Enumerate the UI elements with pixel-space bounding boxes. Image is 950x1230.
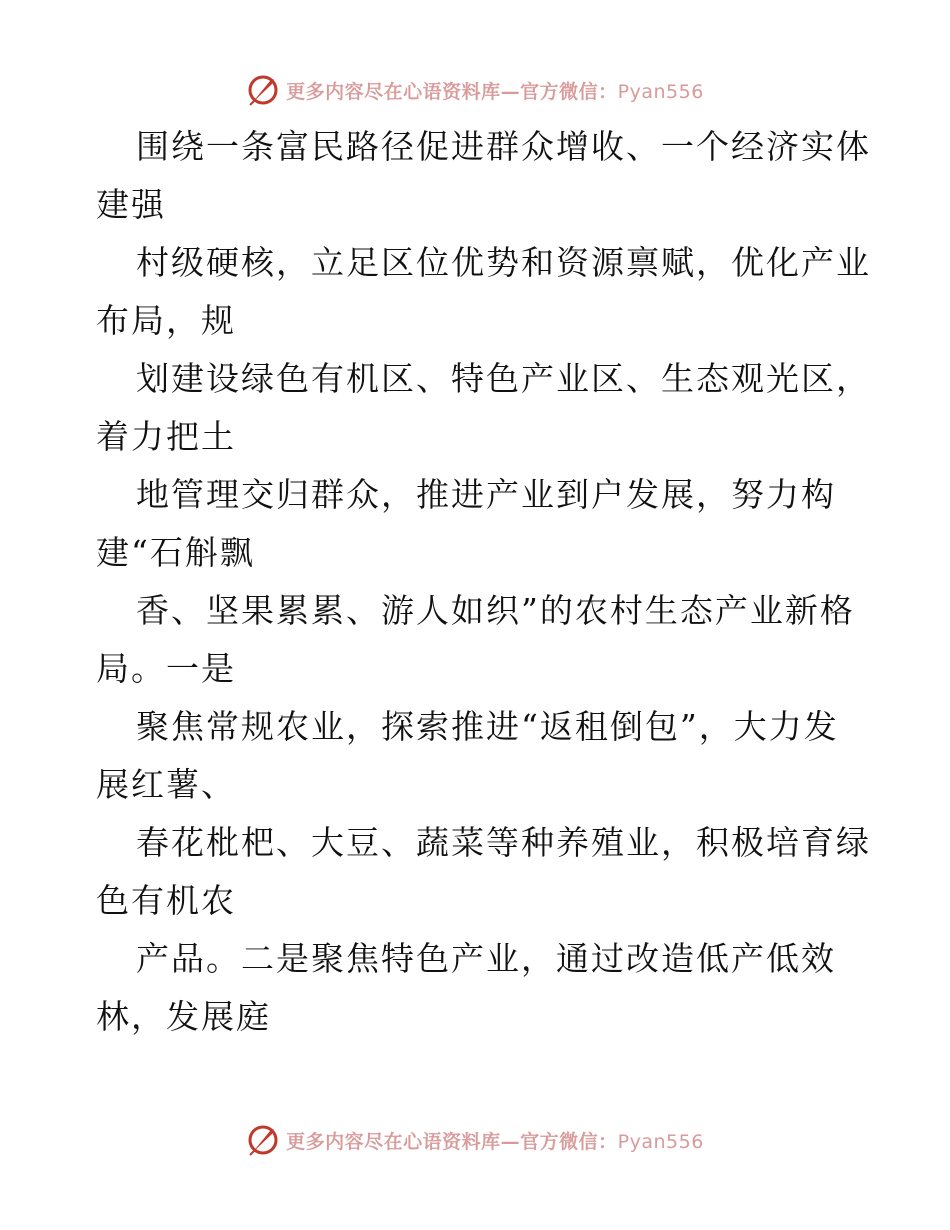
text-line: 春花枇杷、大豆、蔬菜等种养殖业，积极培育绿 bbox=[136, 823, 871, 862]
text-line: 地管理交归群众，推进产业到户发展，努力构 bbox=[136, 475, 836, 514]
quill-logo-icon bbox=[246, 73, 280, 107]
text-line: 色有机农 bbox=[96, 881, 236, 920]
header-banner bbox=[0, 70, 950, 110]
header-banner-text: 更多内容尽在心语资料库—官方微信：Pyan556 bbox=[286, 80, 704, 103]
text-line: 香、坚果累累、游人如织”的农村生态产业新格 bbox=[136, 591, 855, 630]
text-line: 围绕一条富民路径促进群众增收、一个经济实体 bbox=[136, 127, 871, 166]
text-line: 布局，规 bbox=[96, 301, 236, 340]
quill-logo-icon bbox=[246, 1123, 280, 1157]
text-line: 局。一是 bbox=[96, 649, 236, 688]
footer-banner bbox=[0, 1120, 950, 1160]
text-line: 划建设绿色有机区、特色产业区、生态观光区， bbox=[136, 359, 871, 398]
text-line: 产品。二是聚焦特色产业，通过改造低产低效 bbox=[136, 939, 836, 978]
header-wechat-id: Pyan556 bbox=[617, 80, 704, 103]
footer-banner-text: 更多内容尽在心语资料库—官方微信：Pyan556 bbox=[286, 1130, 704, 1153]
text-line: 着力把土 bbox=[96, 417, 236, 456]
text-line: 林，发展庭 bbox=[96, 997, 271, 1036]
footer-wechat-id: Pyan556 bbox=[617, 1130, 704, 1153]
text-line: 村级硬核，立足区位优势和资源禀赋，优化产业 bbox=[136, 243, 871, 282]
body-text bbox=[96, 118, 876, 1046]
text-line: 展红薯、 bbox=[96, 765, 236, 804]
text-line: 建“石斛飘 bbox=[96, 533, 255, 572]
text-line: 聚焦常规农业，探索推进“返租倒包”，大力发 bbox=[136, 707, 839, 746]
text-line: 建强 bbox=[96, 185, 166, 224]
